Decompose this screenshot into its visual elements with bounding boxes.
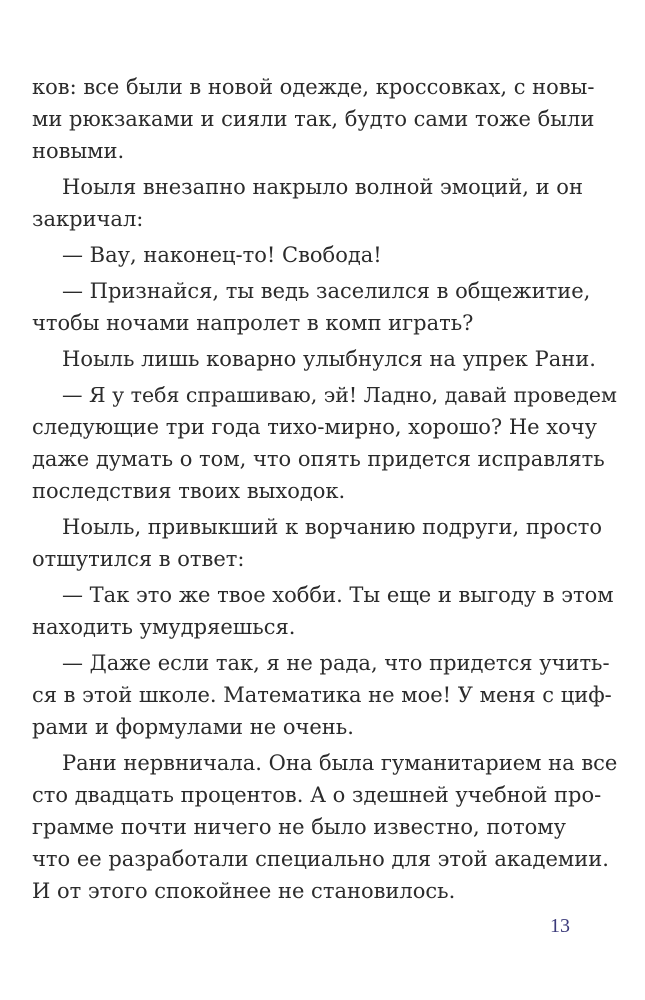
text-line: — Признайся, ты ведь заселился в общежитие, (62, 279, 591, 303)
text-line: даже думать о том, что опять придется исправлять (32, 447, 605, 471)
text-line: И от этого спокойнее не становилось. (32, 879, 456, 903)
text-line: Рани нервничала. Она была гуманитарием на все (62, 751, 618, 775)
text-line: — Даже если так, я не рада, что придется учить- (62, 651, 610, 675)
text-line: закричал: (32, 207, 144, 231)
text-line: Ноыль лишь коварно улыбнулся на упрек Рани. (62, 347, 596, 371)
text-line: последствия твоих выходок. (32, 479, 346, 503)
text-line: — Так это же твое хобби. Ты еще и выгоду в этом (62, 583, 614, 607)
text-line: рами и формулами не очень. (32, 715, 354, 739)
text-line: находить умудряешься. (32, 615, 296, 639)
text-line: ми рюкзаками и сияли так, будто сами тоже были (32, 107, 595, 131)
text-line: следующие три года тихо-мирно, хорошо? Не хочу (32, 415, 598, 439)
text-line: — Я у тебя спрашиваю, эй! Ладно, давай проведем (62, 383, 617, 407)
text-line: Ноыль, привыкший к ворчанию подруги, просто (62, 515, 602, 539)
text-line: Ноыля внезапно накрыло волной эмоций, и он (62, 175, 583, 199)
text-line: — Вау, наконец-то! Свобода! (62, 243, 382, 267)
page-number: 13 (550, 915, 570, 937)
text-line: ков: все были в новой одежде, кроссовках, с новы- (32, 75, 595, 99)
text-line: сто двадцать процентов. А о здешней учебной про- (32, 783, 602, 807)
text-line: ся в этой школе. Математика не мое! У меня с циф- (32, 683, 612, 707)
text-line: грамме почти ничего не было известно, потому (32, 815, 566, 839)
text-line: отшутился в ответ: (32, 547, 245, 571)
text-line: чтобы ночами напролет в комп играть? (32, 311, 474, 335)
text-line: новыми. (32, 139, 125, 163)
text-line: что ее разработали специально для этой академии. (32, 847, 609, 871)
